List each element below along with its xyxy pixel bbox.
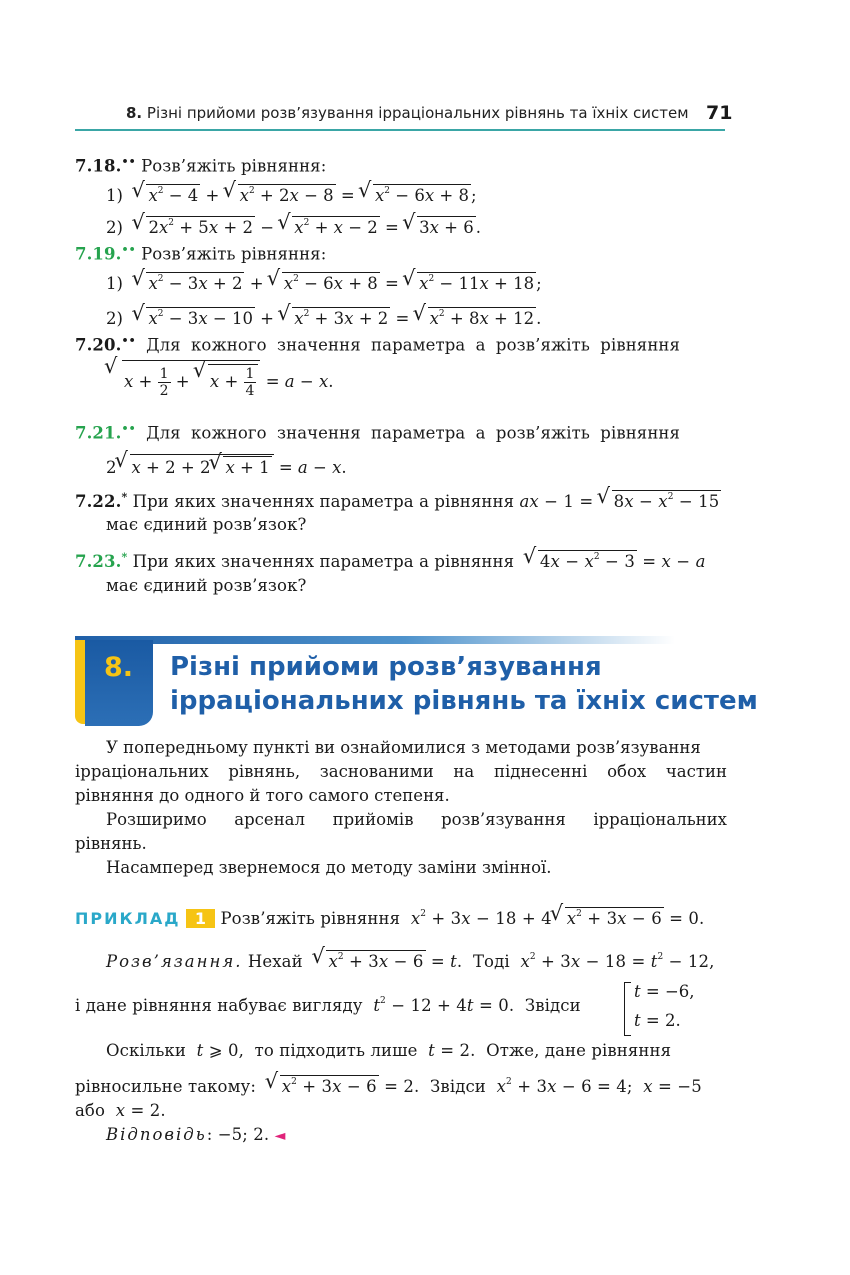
page-number: 71	[706, 102, 733, 124]
paragraph-line: ірраціональних рівнянь, заснованими на піднесенні обох частин	[75, 762, 727, 781]
answer-line	[106, 1125, 285, 1144]
example-task: Розв’яжіть рівняння	[220, 909, 401, 928]
problem-text: Для кожного значення параметра a розв’яжіть рівняння	[146, 423, 681, 443]
line-text: Оскільки	[106, 1041, 186, 1060]
problem-7-20	[75, 334, 725, 355]
problem-number: 7.20.	[75, 335, 122, 355]
then-word: Тоді	[472, 952, 510, 971]
problem-7-23: 7.23.* При яких значеннях параметра a рівняння √ $4x - x^2 - 3 = x - a$	[75, 550, 706, 571]
problem-number: 7.21.	[75, 423, 122, 443]
problem-text: При яких значеннях параметра a рівняння	[132, 552, 515, 571]
hence-word: Звідси	[524, 996, 581, 1015]
equation-7-19-1: 1) √ $x^2 - 3x + 2$ + √ $x^2 - 6x + 8$ = √ $x^2 - 11x + 18$ ;	[106, 272, 542, 293]
difficulty-mark: *	[121, 550, 128, 564]
section-title-line1: Різні прийоми розв’язування	[170, 652, 602, 682]
solution-line-1: Розв’язання. Нехай √ $x^2 + 3x - 6 = t$. Тоді $x^2 + 3x - 18 = t^2 - 12$,	[106, 950, 714, 971]
solution-line-5: або x = 2.	[75, 1101, 166, 1120]
problem-number: 7.19.	[75, 244, 122, 264]
problem-number: 7.22.	[75, 492, 122, 511]
problem-7-22: 7.22.* При яких значеннях параметра a рівняння ax − 1 = √ $8x - x^2 - 15$	[75, 490, 721, 511]
line-text: Отже, дане рівняння	[486, 1041, 672, 1060]
difficulty-mark: ••	[121, 155, 136, 168]
equation-7-21: 2√ x + 2 + 2√ x + 1 = a − x.	[106, 454, 347, 477]
header-section-number: 8.	[126, 104, 143, 122]
line-text: і дане рівняння набуває вигляду	[75, 996, 363, 1015]
problem-number: 7.23.	[75, 552, 122, 571]
problem-number: 7.18.	[75, 156, 122, 176]
solution-line-2: і дане рівняння набуває вигляду $t^2 - 12 + 4t = 0$. Звідси	[75, 996, 581, 1015]
difficulty-mark: ••	[121, 422, 136, 435]
problem-7-18	[75, 155, 326, 176]
answer-value: : −5; 2.	[206, 1125, 270, 1144]
section-title-line2: ірраціональних рівнянь та їхніх систем	[170, 686, 758, 716]
example-1: ПРИКЛАД 1 Розв’яжіть рівняння $x^2 + 3x - 18 + 4√$ $x^2 + 3x - 6 = 0$.	[75, 907, 704, 928]
line-text: Звідси	[430, 1077, 486, 1096]
section-number: 8.	[104, 652, 134, 683]
problem-text: Для кожного значення параметра a розв’яжіть рівняння	[146, 335, 681, 355]
solution-word: Розв’язання.	[106, 952, 243, 971]
root-1: t = −6,	[634, 982, 695, 1001]
let-word: Нехай	[247, 952, 303, 971]
problem-7-22-continuation: має єдиний розв’язок?	[106, 515, 307, 534]
end-marker-icon: ◄	[274, 1128, 286, 1144]
header-section-title: Різні прийоми розв’язування ірраціональних рівнянь та їхніх систем	[146, 104, 689, 122]
paragraph-line: У попередньому пункті ви ознайомилися з методами розв’язування	[106, 738, 701, 757]
line-text: або	[75, 1101, 106, 1120]
problem-text: Розв’яжіть рівняння:	[141, 156, 327, 176]
equation-7-18-2: 2) √ $2x^2 + 5x + 2$ − √ $x^2 + x - 2$ = √ 3x + 6 .	[106, 216, 481, 237]
difficulty-mark: ••	[121, 334, 136, 347]
header-rule	[75, 129, 725, 131]
paragraph-line: рівняння до одного й того самого степеня.	[75, 786, 450, 805]
solution-line-4: рівносильне такому: √ $x^2 + 3x - 6 = 2$. Звідси $x^2 + 3x - 6 = 4$; x = −5	[75, 1075, 702, 1096]
running-header	[126, 104, 689, 122]
line-text: то підходить лише	[254, 1041, 418, 1060]
problem-7-21	[75, 422, 725, 443]
system-bracket	[624, 982, 631, 1036]
answer-word: Відповідь	[106, 1125, 207, 1144]
example-label: ПРИКЛАД	[75, 909, 181, 928]
equation-7-20: √ x + $\frac{1}{2}$ + √ x + $\frac{1}{4}$ = a − x.	[106, 360, 334, 399]
paragraph-line: рівнянь.	[75, 834, 147, 853]
problem-7-19	[75, 243, 326, 264]
example-number: 1	[186, 909, 215, 928]
difficulty-mark: *	[121, 490, 128, 504]
line-text: рівносильне такому:	[75, 1077, 256, 1096]
equation-7-18-1: 1) √ $x^2 - 4$ + √ $x^2 + 2x - 8$ = √ $x^2 - 6x + 8$ ;	[106, 184, 477, 205]
section-banner-band	[75, 636, 675, 644]
equation-7-19-2: 2) √ $x^2 - 3x - 10$ + √ $x^2 + 3x + 2$ = √ $x^2 + 8x + 12$ .	[106, 307, 541, 328]
difficulty-mark: ••	[121, 243, 136, 256]
solution-line-3: Оскільки t ⩾ 0, то підходить лише t = 2. Отже, дане рівняння	[106, 1041, 672, 1060]
root-2: t = 2.	[634, 1011, 681, 1030]
section-intro	[75, 736, 727, 880]
problem-text: Розв’яжіть рівняння:	[141, 244, 327, 264]
problem-text: При яких значеннях параметра a рівняння	[132, 492, 515, 511]
paragraph-line: Насамперед звернемося до методу заміни змінної.	[106, 858, 552, 877]
paragraph-line: Розширимо арсенал прийомів розв’язування ірраціональних	[106, 810, 727, 829]
problem-7-23-continuation: має єдиний розв’язок?	[106, 576, 307, 595]
